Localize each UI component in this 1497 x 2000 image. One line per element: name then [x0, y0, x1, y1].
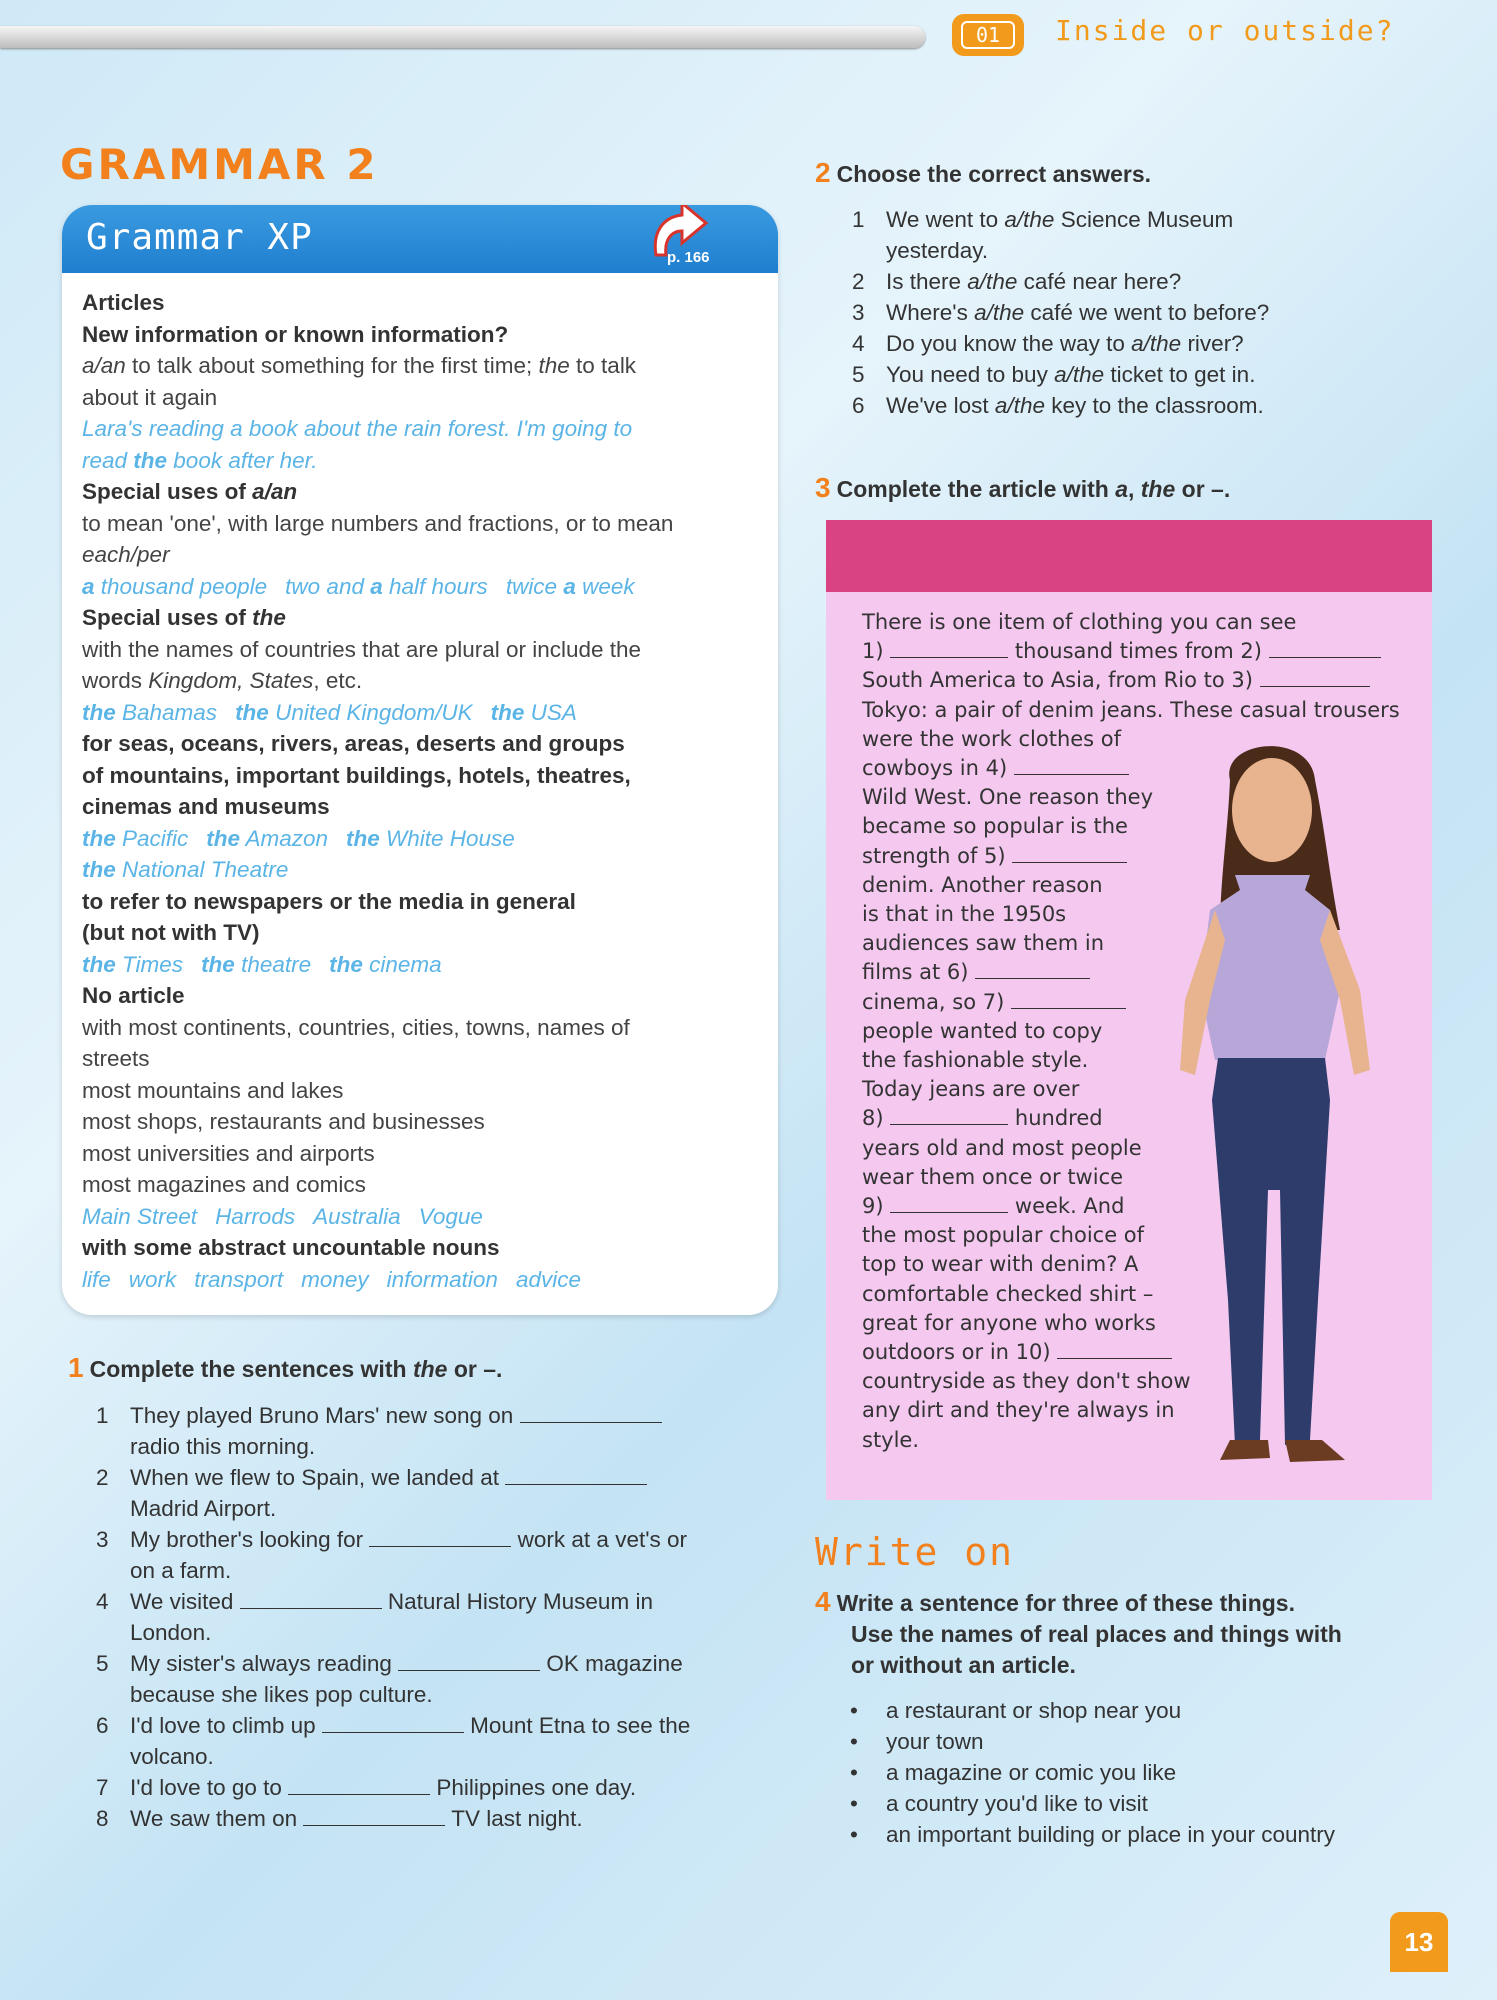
answer-blank[interactable] — [322, 1712, 464, 1733]
grammar-xp-title-bar — [62, 205, 778, 273]
list-item: 2 When we flew to Spain, we landed at Madrid Airport. — [96, 1462, 796, 1524]
rule-heading: Articles — [82, 290, 165, 315]
answer-blank[interactable] — [240, 1588, 382, 1609]
list-item: • a restaurant or shop near you — [850, 1698, 1182, 1723]
rule-text: about it again — [82, 384, 218, 410]
answer-blank[interactable] — [1014, 754, 1129, 775]
answer-blank[interactable] — [369, 1526, 511, 1547]
rule-example: the Times the theatre the cinema — [82, 951, 442, 977]
article-text: There is one item of clothing you can see 1) thousand times from 2) South America to Asia, from Rio to 3) Tokyo: a pair of denim jeans. These casual trousers were the work clothes of cowboys in 4) Wild West. One reason they became so popular is the strength of 5) denim. Another reason is that in the 1950s audiences saw them in films at 6) cinema, so 7) people wanted to copy the fashionable style. Today jeans are over 8) hundred years old and most people wear them once or twice 9) week. And the most popular choice of top to wear with denim? A comfortable checked shirt – great for anyone who works outdoors or in 10) countryside as they don't show any dirt and they're always in style. — [862, 610, 1400, 1452]
answer-blank[interactable] — [505, 1464, 647, 1485]
list-item: 4 Do you know the way to a/the river? — [852, 331, 1244, 356]
list-item: 5 You need to buy a/the ticket to get in. — [852, 362, 1256, 387]
exercise-2-instruction: 2 Choose the correct answers. — [815, 157, 1152, 188]
rule-example: a thousand people two and a half hours twice a week — [82, 573, 635, 599]
rule-heading: to refer to newspapers or the media in general — [82, 888, 576, 914]
rule-text: words Kingdom, States, etc. — [82, 668, 363, 693]
list-item: 5 My sister's always reading OK magazine because she likes pop culture. — [96, 1651, 683, 1707]
page-number: 13 — [1390, 1912, 1448, 1972]
answer-blank[interactable] — [890, 1104, 1008, 1125]
list-item: 6 We've lost a/the key to the classroom. — [852, 393, 1264, 418]
rule-heading: of mountains, important buildings, hotels, theatres, — [82, 762, 631, 788]
rule-text: most magazines and comics — [82, 1172, 366, 1197]
list-item: 8 We saw them on TV last night. — [96, 1806, 583, 1831]
rule-text: each/per — [82, 542, 170, 567]
answer-blank[interactable] — [975, 958, 1090, 979]
answer-blank[interactable] — [1012, 842, 1127, 863]
page-reference: p. 166 — [667, 249, 710, 266]
rule-example: the Bahamas the United Kingdom/UK the USA — [82, 699, 577, 725]
answer-blank[interactable] — [398, 1650, 540, 1671]
rule-heading: (but not with TV) — [82, 920, 260, 945]
answer-blank[interactable] — [288, 1774, 430, 1795]
write-on-heading: Write on — [815, 1530, 1015, 1574]
list-item: • a country you'd like to visit — [850, 1791, 1148, 1816]
list-item: • an important building or place in your country — [850, 1822, 1336, 1847]
list-item: 6 I'd love to climb up Mount Etna to see the volcano. — [96, 1713, 691, 1769]
rule-example: life work transport money information advice — [82, 1266, 581, 1292]
unit-badge — [952, 14, 1024, 56]
rule-text: streets — [82, 1046, 150, 1071]
rule-heading: with some abstract uncountable nouns — [82, 1235, 500, 1260]
rule-example: Lara's reading a book about the rain forest. I'm going to — [82, 416, 633, 441]
grammar-xp-box — [62, 205, 778, 1315]
exercise-2-list — [852, 204, 1452, 421]
unit-number: 01 — [961, 21, 1015, 49]
list-item: 7 I'd love to go to Philippines one day. — [96, 1775, 637, 1800]
rule-text: most universities and airports — [82, 1140, 375, 1166]
rule-text: with the names of countries that are plural or include the — [82, 636, 642, 662]
exercise-4-instruction: 4 Write a sentence for three of these things. Use the names of real places and things with or without an article. — [815, 1586, 1342, 1678]
answer-blank[interactable] — [1011, 988, 1126, 1009]
grammar-rules — [82, 287, 772, 1295]
rule-example: read the book after her. — [82, 447, 318, 473]
exercise-3-instruction: 3 Complete the article with a, the or –. — [815, 472, 1231, 503]
list-item: • your town — [850, 1729, 984, 1754]
rule-heading: New information or known information? — [82, 321, 509, 347]
rule-heading: cinemas and museums — [82, 794, 330, 819]
list-item: 1 We went to a/the Science Museum yesterday. — [852, 207, 1234, 263]
rule-text: a/an to talk about something for the first time; the to talk — [82, 353, 637, 378]
list-item: 2 Is there a/the café near here? — [852, 269, 1182, 294]
answer-blank[interactable] — [1057, 1338, 1172, 1359]
exercise-1-list — [96, 1400, 796, 1834]
exercise-1-instruction: 1 Complete the sentences with the or –. — [68, 1352, 503, 1383]
list-item: • a magazine or comic you like — [850, 1760, 1177, 1785]
answer-blank[interactable] — [303, 1805, 445, 1826]
rule-text: to mean 'one', with large numbers and fractions, or to mean — [82, 510, 674, 536]
header-bar — [0, 26, 925, 48]
rule-example: Main Street Harrods Australia Vogue — [82, 1203, 483, 1229]
list-item: 3 My brother's looking for work at a vet's or on a farm. — [96, 1527, 688, 1583]
list-item: 3 Where's a/the café we went to before? — [852, 300, 1270, 325]
unit-title: Inside or outside? — [1055, 14, 1395, 47]
list-item: 1 They played Bruno Mars' new song on radio this morning. — [96, 1400, 796, 1462]
rule-example: the Pacific the Amazon the White House — [82, 825, 515, 851]
answer-blank[interactable] — [1260, 666, 1370, 687]
answer-blank[interactable] — [1269, 637, 1381, 658]
grammar-heading: GRAMMAR 2 — [60, 140, 379, 189]
rule-heading: for seas, oceans, rivers, areas, deserts and groups — [82, 731, 625, 756]
answer-blank[interactable] — [890, 1192, 1008, 1213]
rule-example: the National Theatre — [82, 857, 289, 882]
rule-text: most shops, restaurants and businesses — [82, 1109, 485, 1134]
rule-text: with most continents, countries, cities, towns, names of — [82, 1014, 630, 1040]
list-item: 4 We visited Natural History Museum in London. — [96, 1589, 653, 1645]
article-torn-header — [826, 520, 1432, 592]
answer-blank[interactable] — [890, 637, 1008, 658]
rule-heading: Special uses of the — [82, 605, 286, 630]
answer-blank[interactable] — [520, 1402, 662, 1423]
rule-heading: No article — [82, 983, 185, 1008]
rule-text: most mountains and lakes — [82, 1077, 344, 1103]
rule-heading: Special uses of a/an — [82, 479, 298, 504]
grammar-xp-title: Grammar XP — [86, 217, 313, 258]
exercise-4-bullets — [850, 1695, 1335, 1850]
